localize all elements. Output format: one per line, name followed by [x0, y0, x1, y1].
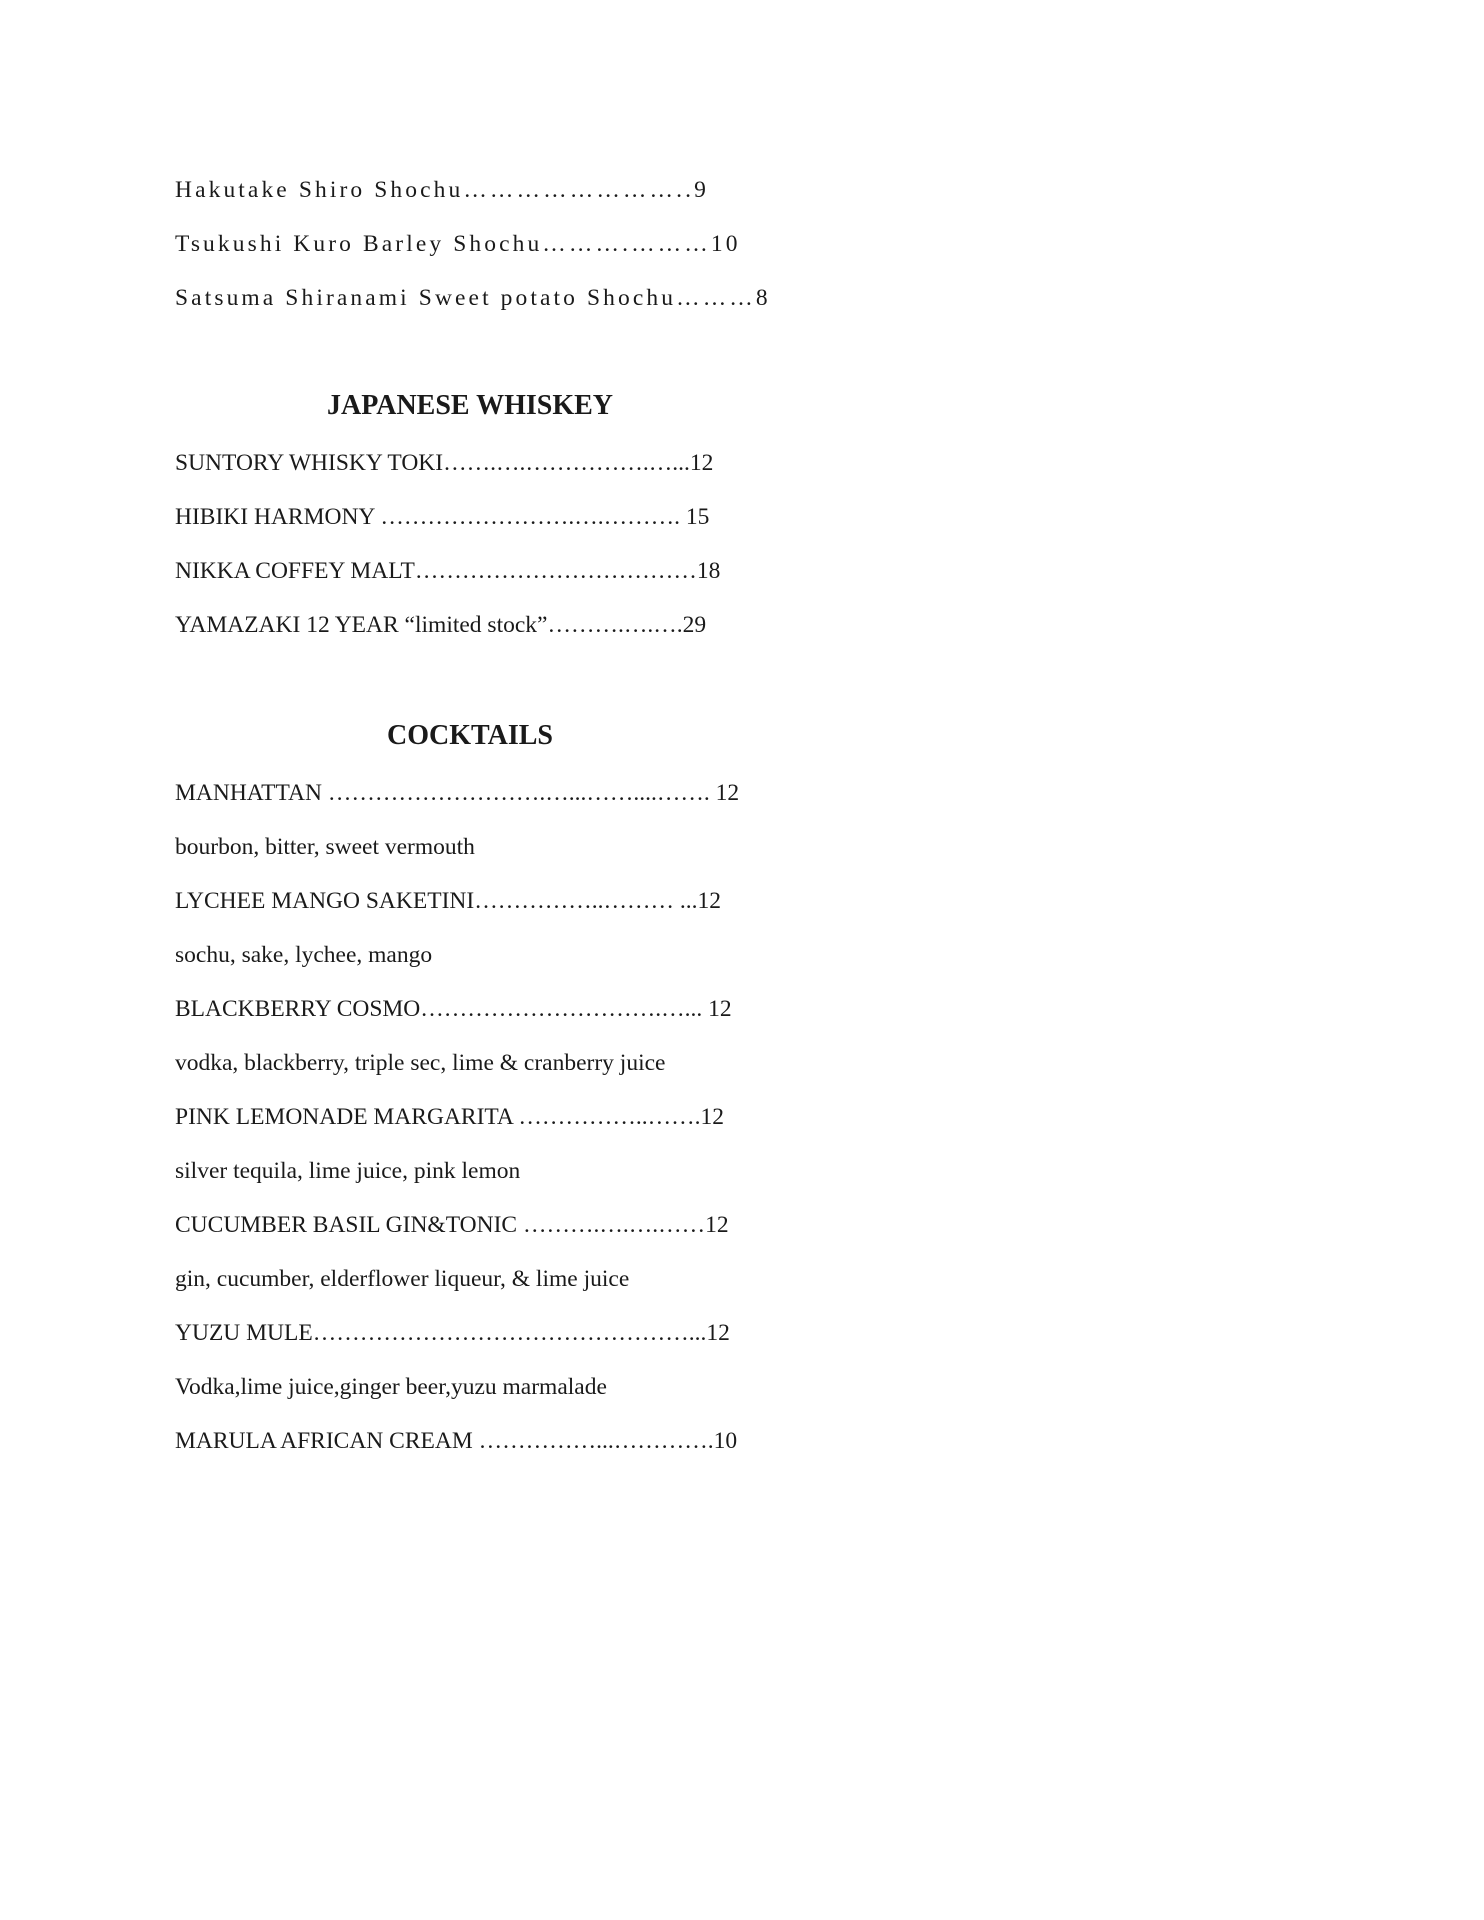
shochu-item-tsukushi: Tsukushi Kuro Barley Shochu……….………10 — [175, 231, 741, 257]
shochu-item-hakutake: Hakutake Shiro Shochu……………………..9 — [175, 177, 709, 203]
whiskey-item-yamazaki: YAMAZAKI 12 YEAR “limited stock”……….….….29 — [175, 612, 707, 638]
cocktail-desc-margarita: silver tequila, lime juice, pink lemon — [175, 1158, 521, 1184]
cocktail-item-yuzu: YUZU MULE…………………………………………...12 — [175, 1320, 730, 1346]
cocktail-desc-gin-tonic: gin, cucumber, elderflower liqueur, & lime juice — [175, 1266, 630, 1292]
cocktail-desc-yuzu: Vodka,lime juice,ginger beer,yuzu marmalade — [175, 1374, 607, 1400]
cocktail-item-margarita: PINK LEMONADE MARGARITA ……………..…….12 — [175, 1104, 725, 1130]
cocktail-desc-blackberry: vodka, blackberry, triple sec, lime & cranberry juice — [175, 1050, 666, 1076]
cocktail-desc-lychee: sochu, sake, lychee, mango — [175, 942, 433, 968]
cocktail-item-lychee: LYCHEE MANGO SAKETINI……………..……… ...12 — [175, 888, 721, 914]
whiskey-heading: JAPANESE WHISKEY — [326, 390, 614, 421]
whiskey-item-hibiki: HIBIKI HARMONY …………………….….………. 15 — [175, 504, 710, 530]
whiskey-item-suntory: SUNTORY WHISKY TOKI…….….…………….…...12 — [175, 450, 714, 476]
cocktail-item-blackberry: BLACKBERRY COSMO………………………….…... 12 — [175, 996, 732, 1022]
cocktails-heading: COCKTAILS — [387, 720, 553, 751]
cocktail-item-manhattan: MANHATTAN ……………………….…...……....……. 12 — [175, 780, 740, 806]
shochu-item-satsuma: Satsuma Shiranami Sweet potato Shochu………8 — [175, 285, 771, 311]
cocktail-item-gin-tonic: CUCUMBER BASIL GIN&TONIC ……….….….……12 — [175, 1212, 729, 1238]
cocktail-desc-manhattan: bourbon, bitter, sweet vermouth — [175, 834, 475, 860]
whiskey-item-nikka: NIKKA COFFEY MALT………………………………18 — [175, 558, 721, 584]
cocktail-item-marula: MARULA AFRICAN CREAM ……………...………….10 — [175, 1428, 738, 1454]
